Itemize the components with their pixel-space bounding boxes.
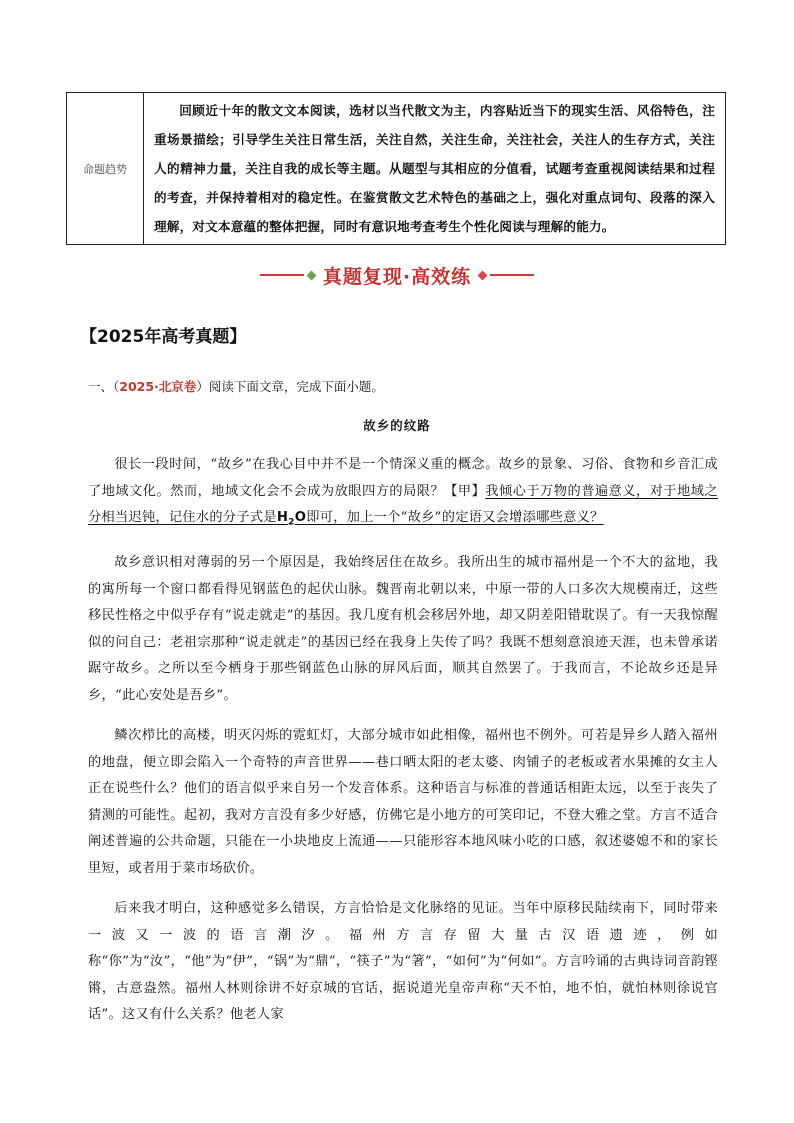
question-source: 2025·北京卷	[119, 379, 197, 394]
essay-paragraph	[88, 452, 718, 536]
table-row	[67, 93, 726, 245]
diamond-icon	[306, 270, 316, 280]
banner-title: 真题复现·高效练	[322, 265, 472, 288]
paragraph-text: 很长一段时间，“故乡”在我心目中并不是一个情深义重的概念。故乡的景象、习俗、食物和乡音汇成了地域文化。然而，地域文化会不会成为放眼四方的局限？【甲】	[88, 457, 718, 499]
underlined-text: 即可，加上一个“故乡”的定语又会增添哪些意义？	[306, 510, 604, 525]
question-number: 一、（	[88, 379, 120, 394]
underlined-text: 我倾心于万物的普遍意义，对于地域之分相当迟钝，记住水的分子式是	[88, 483, 718, 525]
trend-label: 命题趋势	[67, 93, 144, 245]
proposition-trend-table	[66, 92, 726, 245]
essay-paragraph: 故乡意识相对薄弱的另一个原因是，我始终居住在故乡。我所出生的城市福州是一个不大的盆地，我的寓所每一个窗口都看得见钢蓝色的起伏山脉。魏晋南北朝以来，中原一带的人口多次大规模南迁，这些移民性格之中似乎存有“说走就走”的基因。我几度有机会移居外地，却又阴差阳错耽误了。有一天我惊醒似的问自己：老祖宗那种“说走就走”的基因已经在我身上失传了吗？我既不想刻意浪迹天涯，也未曾承诺踞守故乡。之所以至今栖身于那些钢蓝色山脉的屏风后面，顺其自然罢了。于我而言，不论故乡还是异乡，“此心安处是吾乡”。	[88, 555, 718, 703]
banner-right-line	[490, 274, 534, 276]
section-heading: 【2025年高考真题】	[80, 327, 247, 347]
essay-title: 故乡的纹路	[363, 418, 431, 433]
formula-subscript: 2	[288, 517, 295, 528]
trend-text: 回顾近十年的散文文本阅读，选材以当代散文为主，内容贴近当下的现实生活、风俗特色，注重场景描绘；引导学生关注日常生活，关注自然，关注生命，关注社会，关注人的生存方式，关注人的精神力量，关注自我的成长等主题。从题型与其相应的分值看，试题考查重视阅读结果和过程的考查，并保持着相对的稳定性。在鉴赏散文艺术特色的基础之上，强化对重点词句、段落的深入理解，对文本意蕴的整体把握，同时有意识地考查考生个性化阅读与理解的能力。	[144, 93, 726, 245]
diamond-icon	[478, 270, 488, 280]
essay-paragraph: 鳞次栉比的高楼，明灭闪烁的霓虹灯，大部分城市如此相像，福州也不例外。可若是异乡人踏入福州的地盘，便立即会陷入一个奇特的声音世界——巷口晒太阳的老太婆、肉铺子的老板或者水果摊的女主人正在说些什么？他们的语言似乎来自另一个发音体系。这种语言与标准的普通话相距太远，以至于丧失了猜测的可能性。起初，我对方言没有多少好感，仿佛它是小地方的可笑印记，不登大雅之堂。方言不适合阐述普遍的公共命题，只能在一小块地皮上流通——只能形容本地风味小吃的口感，叙述婆媳不和的家长里短，或者用于菜市场砍价。	[88, 728, 718, 876]
water-formula	[276, 510, 307, 528]
question-intro	[88, 377, 384, 395]
section-banner	[0, 258, 794, 292]
formula-h: H	[276, 510, 289, 525]
essay-paragraph: 后来我才明白，这种感觉多么错误，方言恰恰是文化脉络的见证。当年中原移民陆续南下，同时带来一波又一波的语言潮汐。福州方言存留大量古汉语遗迹，例如称“你”为“汝”，“他”为“伊”，“锅”为“鼎”，“筷子”为“箸”，“如何”为“何如”。方言吟诵的古典诗词音韵铿锵，古意盎然。福州人林则徐讲不好京城的官话，据说道光皇帝声称“天不怕，地不怕，就怕林则徐说官话”。这又有什么关系？他老人家	[88, 901, 718, 1023]
essay-body	[88, 452, 718, 1043]
question-instruction: ）阅读下面文章，完成下面小题。	[196, 379, 384, 394]
banner-left-line	[260, 274, 304, 276]
formula-o: O	[294, 510, 307, 525]
